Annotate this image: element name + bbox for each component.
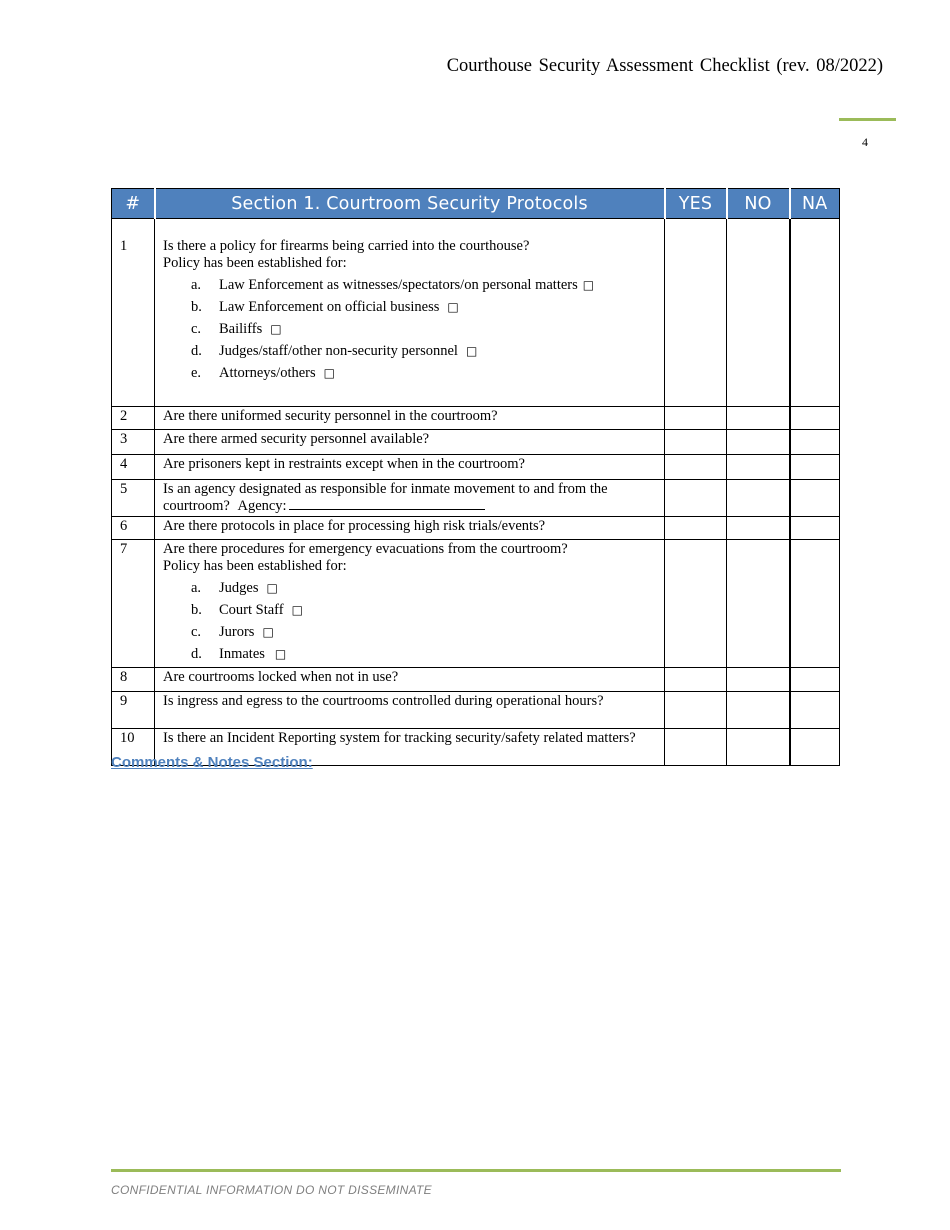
answer-yes-cell[interactable] (665, 455, 727, 480)
table-row (112, 517, 840, 540)
answer-na-cell[interactable] (790, 219, 840, 407)
security-checklist-table (111, 188, 840, 766)
checkbox-icon[interactable]: □ (323, 366, 335, 380)
column-header-num: # (112, 189, 155, 219)
answer-na-cell[interactable] (790, 430, 840, 455)
checkbox-icon[interactable]: □ (447, 300, 459, 314)
column-header-yes: YES (665, 189, 727, 219)
table-row (112, 455, 840, 480)
answer-no-cell[interactable] (727, 692, 790, 729)
answer-yes-cell[interactable] (665, 729, 727, 766)
row-number: 3 (112, 430, 155, 455)
page-number: 4 (862, 135, 868, 149)
sub-item: c. Bailiffs □ (191, 321, 282, 337)
sub-item: a. Judges □ (191, 580, 278, 596)
footer-rule (111, 1169, 841, 1172)
sub-item-list (163, 277, 660, 382)
question-text: Are there procedures for emergency evacuations from the courtroom? (163, 541, 568, 557)
sub-item: e. Attorneys/others □ (191, 365, 335, 381)
answer-na-cell[interactable] (790, 480, 840, 517)
answer-no-cell[interactable] (727, 430, 790, 455)
sub-item: b. Court Staff □ (191, 602, 303, 618)
table-row (112, 540, 840, 668)
table-header-row (112, 189, 840, 219)
table-row (112, 692, 840, 729)
row-question: Are there uniformed security personnel in the courtroom? (155, 407, 665, 430)
column-header-section: Section 1. Courtroom Security Protocols (155, 189, 665, 219)
table-row (112, 430, 840, 455)
row-number: 2 (112, 407, 155, 430)
row-question: Are prisoners kept in restraints except when in the courtroom? (155, 455, 665, 480)
sub-item: d. Inmates □ (191, 646, 287, 662)
column-header-na: NA (790, 189, 840, 219)
document-title: Courthouse Security Assessment Checklist (rev. 08/2022) (446, 56, 883, 76)
answer-na-cell[interactable] (790, 455, 840, 480)
table-row (112, 407, 840, 430)
question-subheading: Policy has been established for: (163, 558, 347, 574)
table-row (112, 668, 840, 692)
agency-label: Agency: (237, 498, 287, 514)
column-header-no: NO (727, 189, 790, 219)
row-question (155, 219, 665, 407)
sub-item: d. Judges/staff/other non-security personnel □ (191, 343, 478, 359)
row-question: Is ingress and egress to the courtrooms controlled during operational hours? (155, 692, 665, 729)
row-number: 6 (112, 517, 155, 540)
row-question: Are there armed security personnel available? (155, 430, 665, 455)
row-question (155, 540, 665, 668)
answer-no-cell[interactable] (727, 480, 790, 517)
row-number: 10 (112, 729, 155, 766)
question-subheading: Policy has been established for: (163, 255, 347, 271)
confidential-footer: CONFIDENTIAL INFORMATION DO NOT DISSEMINATE (111, 1183, 432, 1197)
answer-na-cell[interactable] (790, 407, 840, 430)
answer-na-cell[interactable] (790, 540, 840, 668)
row-number: 5 (112, 480, 155, 517)
answer-na-cell[interactable] (790, 668, 840, 692)
answer-na-cell[interactable] (790, 517, 840, 540)
table-row (112, 219, 840, 407)
answer-na-cell[interactable] (790, 692, 840, 729)
question-text: Is there a policy for firearms being carried into the courthouse? (163, 238, 530, 254)
row-question: Are there protocols in place for processing high risk trials/events? (155, 517, 665, 540)
checkbox-icon[interactable]: □ (270, 322, 282, 336)
header-rule (839, 118, 896, 121)
sub-item: a. Law Enforcement as witnesses/spectators/on personal matters □ (191, 277, 595, 293)
agency-field[interactable] (289, 498, 485, 510)
answer-yes-cell[interactable] (665, 407, 727, 430)
answer-no-cell[interactable] (727, 668, 790, 692)
answer-no-cell[interactable] (727, 517, 790, 540)
checkbox-icon[interactable]: □ (465, 344, 478, 358)
sub-item-list (163, 580, 660, 663)
answer-no-cell[interactable] (727, 455, 790, 480)
answer-no-cell[interactable] (727, 219, 790, 407)
row-number: 4 (112, 455, 155, 480)
row-number: 7 (112, 540, 155, 668)
checkbox-icon[interactable]: □ (262, 625, 274, 639)
checkbox-icon[interactable]: □ (582, 278, 595, 292)
answer-yes-cell[interactable] (665, 540, 727, 668)
checkbox-icon[interactable]: □ (291, 603, 303, 617)
answer-na-cell[interactable] (790, 729, 840, 766)
question-text: Is an agency designated as responsible for inmate movement to and from the courtroom? (163, 481, 608, 514)
row-number: 1 (112, 219, 155, 407)
answer-no-cell[interactable] (727, 729, 790, 766)
comments-notes-heading: Comments & Notes Section: (111, 754, 313, 771)
answer-yes-cell[interactable] (665, 517, 727, 540)
answer-no-cell[interactable] (727, 407, 790, 430)
table-row (112, 480, 840, 517)
row-number: 8 (112, 668, 155, 692)
sub-item: c. Jurors □ (191, 624, 274, 640)
row-question (155, 480, 665, 517)
row-number: 9 (112, 692, 155, 729)
answer-no-cell[interactable] (727, 540, 790, 668)
answer-yes-cell[interactable] (665, 480, 727, 517)
answer-yes-cell[interactable] (665, 219, 727, 407)
answer-yes-cell[interactable] (665, 692, 727, 729)
checkbox-icon[interactable]: □ (274, 647, 287, 661)
row-question: Is there an Incident Reporting system for tracking security/safety related matters? (155, 729, 665, 766)
row-question: Are courtrooms locked when not in use? (155, 668, 665, 692)
checkbox-icon[interactable]: □ (266, 581, 278, 595)
answer-yes-cell[interactable] (665, 430, 727, 455)
sub-item: b. Law Enforcement on official business □ (191, 299, 459, 315)
answer-yes-cell[interactable] (665, 668, 727, 692)
